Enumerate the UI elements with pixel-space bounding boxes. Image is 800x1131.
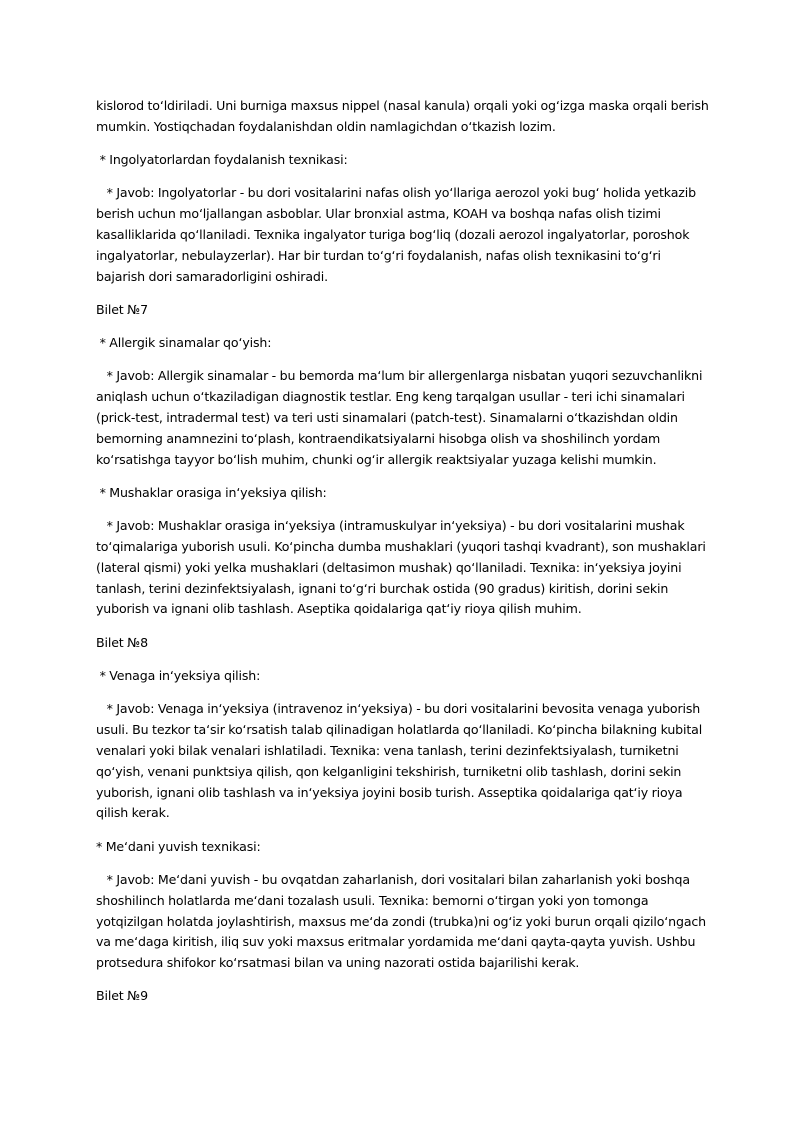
answer-paragraph: kislorod to‘ldiriladi. Uni burniga maxsus nippel (nasal kanula) orqali yoki og‘izga maska orqali berish mumkin. Yostiqchadan foydalanishdan oldin namlagichdan o‘tkazish lozim.	[96, 98, 713, 134]
answer-paragraph: * Javob: Allergik sinamalar - bu bemorda ma‘lum bir allergenlarga nisbatan yuqori sezuvchanlikni aniqlash uchun o‘tkaziladigan diagnostik testlar. Eng keng tarqalgan usullar - teri ichi sinamalari (prick-test, intradermal test) va teri usti sinamalari (patch-test). Sinamalarni o‘tkazishdan oldin bemorning anamnezini to‘plash, kontraendikatsiyalarni hisobga olish va shoshilinch yordam ko‘rsatishga tayyor bo‘lish muhim, chunki og‘ir allergik reaktsiyalar yuzaga kelishi mumkin.	[96, 368, 706, 467]
question-heading: * Mushaklar orasiga in‘yeksiya qilish:	[96, 484, 327, 500]
answer-paragraph: * Javob: Venaga in‘yeksiya (intravenoz in‘yeksiya) - bu dori vositalarini bevosita venaga yuborish usuli. Bu tezkor ta‘sir ko‘rsatish talab qilinadigan holatlarda qo‘llaniladi. Ko‘pincha bilakning kubital venalari yoki bilak venalari ishlatiladi. Texnika: vena tanlash, terini dezinfektsiyalash, turniketni qo‘yish, venani punktsiya qilish, qon kelganligini tekshirish, turniketni olib tashlash, dorini sekin yuborish, ignani olib tashlash va in‘yeksiya joyini bosib turish. Asseptika qoidalariga qat‘iy rioya qilish kerak.	[96, 701, 706, 821]
answer-paragraph: * Javob: Mushaklar orasiga in‘yeksiya (intramuskulyar in‘yeksiya) - bu dori vositalarini mushak to‘qimalariga yuborish usuli. Ko‘pincha dumba mushaklari (yuqori tashqi kvadrant), son mushaklari (lateral qismi) yoki yelka mushaklari (deltasimon mushak) qo‘llaniladi. Texnika: in‘yeksiya joyini tanlash, terini dezinfektsiyalash, ignani to‘g‘ri burchak ostida (90 gradus) kiritish, dorini sekin yuborish va ignani olib tashlash. Aseptika qoidalariga qat‘iy rioya qilish muhim.	[96, 518, 710, 617]
question-heading: * Ingolyatorlardan foydalanish texnikasi:	[96, 152, 348, 168]
question-heading: * Me‘dani yuvish texnikasi:	[96, 838, 261, 854]
answer-paragraph: * Javob: Ingolyatorlar - bu dori vositalarini nafas olish yo‘llariga aerozol yoki bug‘ holida yetkazib berish uchun mo‘ljallangan asboblar. Ular bronxial astma, KOAH va boshqa nafas olish tizimi kasalliklarida qo‘llaniladi. Texnika ingalyator turiga bog‘liq (dozali aerozol ingalyatorlar, poroshok ingalyatorlar, nebulayzerlar). Har bir turdan to‘g‘ri foydalanish, nafas olish texnikasini to‘g‘ri bajarish dori samaradorligini oshiradi.	[96, 185, 700, 284]
question-heading: * Allergik sinamalar qo‘yish:	[96, 335, 272, 351]
ticket-heading: Bilet №9	[96, 988, 148, 1004]
ticket-heading: Bilet №8	[96, 634, 148, 650]
question-heading: * Venaga in‘yeksiya qilish:	[96, 668, 261, 684]
ticket-heading: Bilet №7	[96, 301, 148, 317]
answer-paragraph: * Javob: Me‘dani yuvish - bu ovqatdan zaharlanish, dori vositalari bilan zaharlanish yoki boshqa shoshilinch holatlarda me‘dani tozalash usuli. Texnika: bemorni o‘tirgan yoki yon tomonga yotqizilgan holatda joylashtirish, maxsus me‘da zondi (trubka)ni og‘iz yoki burun orqali qizilo‘ngach va me‘daga kiritish, iliq suv yoki maxsus eritmalar yordamida me‘dani qayta-qayta yuvish. Ushbu protsedura shifokor ko‘rsatmasi bilan va uning nazorati ostida bajarilishi kerak.	[96, 871, 710, 971]
